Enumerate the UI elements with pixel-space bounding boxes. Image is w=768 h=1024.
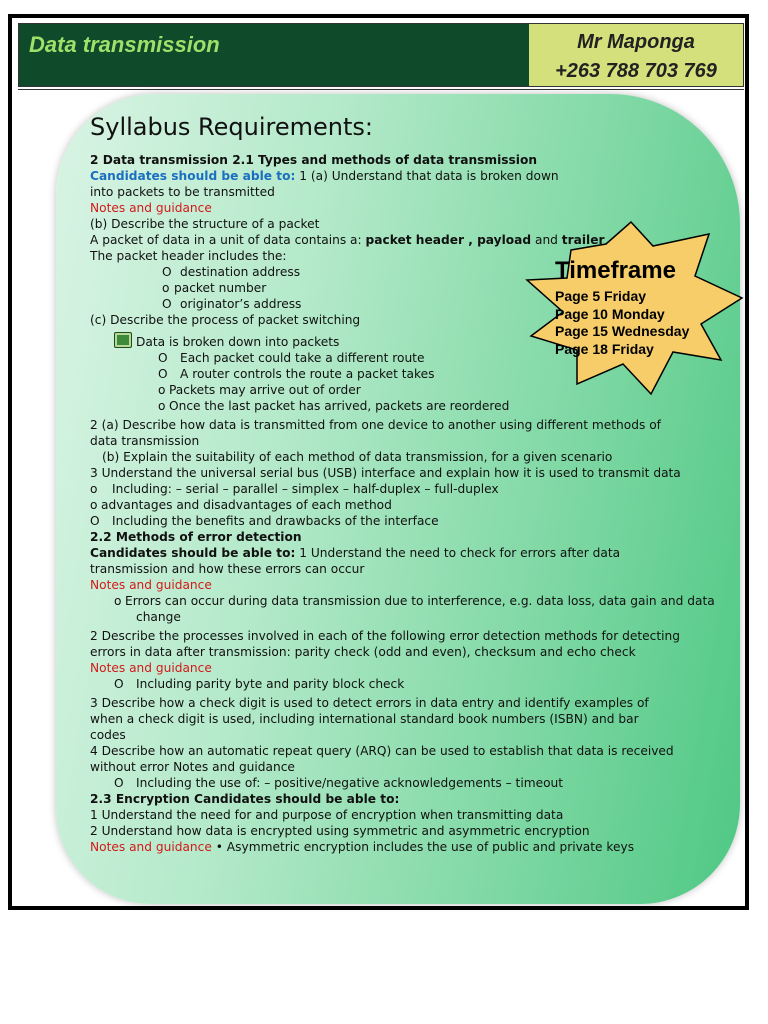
timeframe-item: Page 10 Monday — [555, 305, 665, 322]
teacher-phone: +263 788 703 769 — [555, 60, 717, 82]
text-span: • Asymmetric encryption includes the use of public and private keys — [211, 840, 635, 854]
list-item-text: Including parity byte and parity block check — [136, 677, 405, 691]
list-item-text: Once the last packet has arrived, packets are reordered — [169, 399, 510, 413]
text-line: into packets to be transmitted — [90, 185, 275, 199]
list-item — [90, 497, 730, 513]
list-item — [90, 593, 730, 609]
timeframe-item: Page 15 Wednesday — [555, 323, 690, 339]
section-2-2-title: 2.2 Methods of error detection — [90, 530, 302, 544]
text-span: and — [531, 233, 562, 247]
text-line: change — [136, 610, 181, 624]
bullet-icon: o — [114, 594, 122, 608]
bullet-icon: O — [114, 677, 124, 691]
text-line: data transmission — [90, 434, 200, 448]
text-line: transmission and how these errors can occur — [90, 562, 365, 576]
text-line: 3 Describe how a check digit is used to detect errors in data entry and identify examples of — [90, 696, 649, 710]
bullet-icon: O — [162, 265, 172, 279]
section-2-3-title: 2.3 Encryption Candidates should be able to: — [90, 792, 400, 806]
bullet-icon: O — [158, 351, 168, 365]
list-item — [90, 676, 730, 692]
notes-line — [90, 839, 730, 855]
bullet-icon: o — [162, 281, 170, 295]
text-line: without error Notes and guidance — [90, 760, 295, 774]
text-line: (c) Describe the process of packet switching — [90, 313, 361, 327]
list-item — [90, 481, 730, 497]
bullet-icon: O — [162, 297, 172, 311]
list-item-text: Packets may arrive out of order — [169, 383, 361, 397]
list-item-text: packet number — [174, 281, 267, 295]
bullet-icon: o — [90, 498, 98, 512]
text-line: 3 Understand the universal serial bus (USB) interface and explain how it is used to transmit data — [90, 466, 681, 480]
timeframe-item: Page 5 Friday — [555, 288, 647, 304]
text-line: (b) Explain the suitability of each method of data transmission, for a given scenario — [102, 450, 613, 464]
text-line: 2 Describe the processes involved in each of the following error detection methods for detecting — [90, 629, 680, 643]
notes-guidance-label: Notes and guidance — [90, 661, 212, 675]
bullet-icon: O — [114, 776, 124, 790]
notes-guidance-label: Notes and guidance — [90, 201, 212, 215]
notes-guidance-label: Notes and guidance — [90, 840, 212, 854]
list-item-text: Each packet could take a different route — [180, 351, 425, 365]
text-line: 2 (a) Describe how data is transmitted from one device to another using different methods of — [90, 418, 661, 432]
text-line: 2 Understand how data is encrypted using symmetric and asymmetric encryption — [90, 824, 590, 838]
teacher-info-block — [529, 24, 743, 86]
bullet-icon: O — [158, 367, 168, 381]
notes-guidance-label: Notes and guidance — [90, 578, 212, 592]
list-item-text: advantages and disadvantages of each method — [101, 498, 392, 512]
packet-icon — [114, 332, 132, 348]
text-line: (b) Describe the structure of a packet — [90, 217, 320, 231]
text-line: errors in data after transmission: parity check (odd and even), checksum and echo check — [90, 645, 636, 659]
bullet-icon: o — [158, 399, 166, 413]
bullet-icon: o — [158, 383, 166, 397]
list-item-text: destination address — [180, 265, 301, 279]
bullet-icon: o — [90, 482, 98, 496]
objective-text: 1 Understand the need to check for errors after data — [295, 546, 621, 560]
teacher-name: Mr Maponga — [577, 31, 695, 53]
objective-text: 1 (a) Understand that data is broken down — [295, 169, 559, 183]
section-2-1-title: 2 Data transmission 2.1 Types and methods of data transmission — [90, 153, 538, 167]
candidates-label: Candidates should be able to: — [90, 169, 296, 183]
objective-line — [90, 168, 730, 184]
teacher-info — [529, 28, 743, 86]
timeframe-title: Timeframe — [555, 257, 676, 284]
list-item-text: Including: – serial – parallel – simplex – half-duplex – full-duplex — [112, 482, 499, 496]
list-item-text: Including the benefits and drawbacks of the interface — [112, 514, 439, 528]
header-divider — [18, 89, 744, 90]
list-item-text: Data is broken down into packets — [136, 335, 340, 349]
text-line: The packet header includes the: — [90, 249, 287, 263]
text-line: codes — [90, 728, 126, 742]
bold-term: packet header , payload — [365, 233, 532, 247]
list-item-text: A router controls the route a packet takes — [180, 367, 435, 381]
text-line: when a check digit is used, including international standard book numbers (ISBN) and bar — [90, 712, 639, 726]
objective-line — [90, 545, 730, 561]
page-title: Data transmission — [29, 32, 220, 57]
timeframe-item: Page 18 Friday — [555, 340, 654, 357]
text-line: 1 Understand the need for and purpose of encryption when transmitting data — [90, 808, 564, 822]
candidates-label: Candidates should be able to: — [90, 546, 296, 560]
list-item-text: Including the use of: – positive/negative acknowledgements – timeout — [136, 776, 564, 790]
header-title-block — [19, 24, 529, 86]
list-item-text: originator’s address — [180, 297, 302, 311]
list-item — [90, 398, 730, 414]
timeframe-box — [555, 256, 689, 358]
list-item-text: Errors can occur during data transmission due to interference, e.g. data loss, data gain and data — [125, 594, 715, 608]
bold-term: trailer — [561, 233, 605, 247]
list-item — [90, 775, 730, 791]
text-span: A packet of data in a unit of data contains a: — [90, 233, 366, 247]
list-item — [90, 513, 730, 529]
header-bar — [18, 23, 744, 87]
bullet-icon: O — [90, 514, 100, 528]
syllabus-heading: Syllabus Requirements: — [90, 113, 373, 141]
text-line: 4 Describe how an automatic repeat query (ARQ) can be used to establish that data is received — [90, 744, 674, 758]
